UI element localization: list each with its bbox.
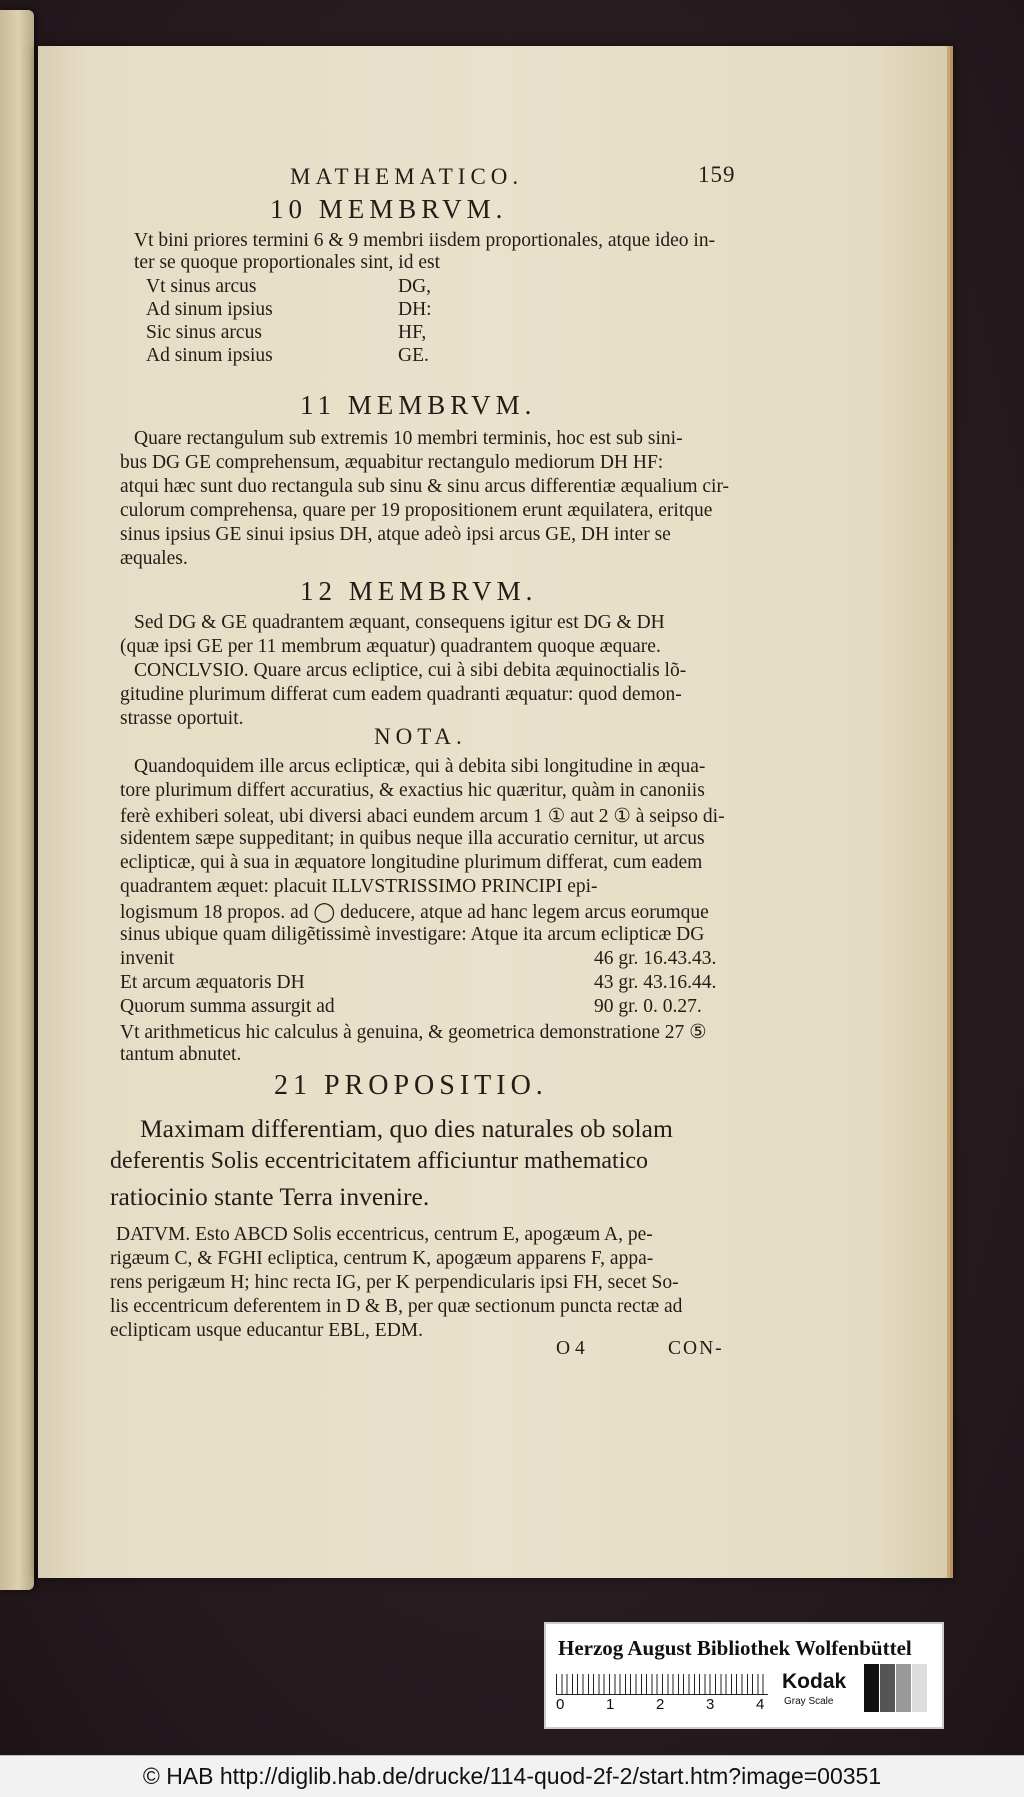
- section-12-heading: 12 MEMBRVM.: [300, 576, 538, 606]
- gray-scale-label: Gray Scale: [784, 1696, 834, 1707]
- text-line: culorum comprehensa, quare per 19 propositionem erunt æquilatera, eritque: [120, 500, 713, 521]
- value-label: Et arcum æquatoris DH: [120, 972, 305, 993]
- text-line: (quæ ipsi GE per 11 membrum æquatur) quadrantem quoque æquare.: [120, 636, 661, 657]
- text-line: æquales.: [120, 548, 188, 569]
- proportion-label: Vt sinus arcus: [146, 276, 257, 297]
- kodak-logo: Kodak: [782, 1670, 847, 1693]
- signature-mark: O 4: [556, 1338, 585, 1359]
- value-figure: 46 gr. 16.43.43.: [594, 948, 717, 969]
- text-line: Quare rectangulum sub extremis 10 membri terminis, hoc est sub sini-: [134, 428, 683, 449]
- ruler-number: 1: [606, 1696, 615, 1713]
- proportion-label: Ad sinum ipsius: [146, 299, 273, 320]
- library-scale-card: [544, 1622, 944, 1729]
- text-line: CONCLVSIO. Quare arcus ecliptice, cui à sibi debita æquinoctialis lõ-: [134, 660, 687, 681]
- text-line: bus DG GE comprehensum, æquabitur rectangulo mediorum DH HF:: [120, 452, 664, 473]
- folio-number: 159: [698, 162, 736, 187]
- proportion-label: Sic sinus arcus: [146, 322, 262, 343]
- source-footer: © HAB http://diglib.hab.de/drucke/114-quod-2f-2/start.htm?image=00351: [0, 1755, 1024, 1797]
- text-line: DATVM. Esto ABCD Solis eccentricus, centrum E, apogæum A, pe-: [116, 1224, 653, 1245]
- library-name: Herzog August Bibliothek Wolfenbüttel: [558, 1636, 912, 1660]
- proportion-value: DH:: [398, 299, 432, 320]
- proposition-statement: Maximam differentiam, quo dies naturales ob solam: [140, 1114, 673, 1143]
- value-figure: 43 gr. 43.16.44.: [594, 972, 717, 993]
- ruler-number: 3: [706, 1696, 715, 1713]
- gray-swatch: [896, 1664, 911, 1712]
- text-line: Vt arithmeticus hic calculus à genuina, & geometrica demonstratione 27 ⑤: [120, 1022, 707, 1043]
- text-line: sidentem sæpe suppeditant; in quibus neque illa accuratio cernitur, ut arcus: [120, 828, 705, 849]
- text-line: sinus ipsius GE sinui ipsius DH, atque adeò ipsi arcus GE, DH inter se: [120, 524, 671, 545]
- value-figure: 90 gr. 0. 0.27.: [594, 996, 702, 1017]
- catchword: CON-: [668, 1338, 724, 1359]
- value-label: Quorum summa assurgit ad: [120, 996, 335, 1017]
- running-head: MATHEMATICO.: [290, 164, 524, 189]
- gray-swatch: [864, 1664, 879, 1712]
- text-line: tantum abnutet.: [120, 1044, 242, 1065]
- proportion-value: HF,: [398, 322, 427, 343]
- facing-page-edge: [0, 10, 34, 1590]
- proposition-statement: ratiocinio stante Terra invenire.: [110, 1182, 430, 1211]
- text-line: rigæum C, & FGHI ecliptica, centrum K, apogæum apparens F, appa-: [110, 1248, 654, 1269]
- text-line: Quandoquidem ille arcus eclipticæ, qui à debita sibi longitudine in æqua-: [134, 756, 706, 777]
- text-line: ferè exhiberi soleat, ubi diversi abaci eundem arcum 1 ① aut 2 ① à seipso di-: [120, 806, 725, 827]
- text-line: rens perigæum H; hinc recta IG, per K perpendicularis ipsi FH, secet So-: [110, 1272, 679, 1293]
- ruler-number: 4: [756, 1696, 765, 1713]
- text-line: lis eccentricum deferentem in D & B, per quæ sectionum puncta rectæ ad: [110, 1296, 683, 1317]
- book-page: [38, 46, 953, 1578]
- text-line: ter se quoque proportionales sint, id est: [134, 252, 440, 273]
- text-line: atqui hæc sunt duo rectangula sub sinu & sinu arcus differentiæ æqualium cir-: [120, 476, 730, 497]
- gray-swatch: [912, 1664, 927, 1712]
- text-line: Sed DG & GE quadrantem æquant, consequens igitur est DG & DH: [134, 612, 665, 633]
- text-line: gitudine plurimum differat cum eadem quadranti æquatur: quod demon-: [120, 684, 682, 705]
- ruler-scale: [556, 1674, 768, 1695]
- proposition-heading: 21 PROPOSITIO.: [274, 1070, 548, 1101]
- text-line: tore plurimum differt accuratius, & exactius hic quæritur, quàm in canoniis: [120, 780, 705, 801]
- gray-swatch: [880, 1664, 895, 1712]
- proportion-value: GE.: [398, 345, 429, 366]
- text-line: Vt bini priores termini 6 & 9 membri iisdem proportionales, atque ideo in-: [134, 230, 716, 251]
- text-line: quadrantem æquet: placuit ILLVSTRISSIMO PRINCIPI epi-: [120, 876, 598, 897]
- text-line: sinus ubique quam diligẽtissimè investigare: Atque ita arcum eclipticæ DG: [120, 924, 705, 945]
- section-10-heading: 10 MEMBRVM.: [270, 194, 508, 224]
- ruler-number: 2: [656, 1696, 665, 1713]
- value-label: invenit: [120, 948, 175, 969]
- text-line: eclipticam usque educantur EBL, EDM.: [110, 1320, 423, 1341]
- text-line: eclipticæ, qui à sua in æquatore longitudine plurimum differat, cum eadem: [120, 852, 703, 873]
- proportion-value: DG,: [398, 276, 432, 297]
- text-line: logismum 18 propos. ad ◯ deducere, atque ad hanc legem arcus eorumque: [120, 902, 709, 923]
- nota-heading: NOTA.: [374, 724, 467, 749]
- proportion-label: Ad sinum ipsius: [146, 345, 273, 366]
- ruler-number: 0: [556, 1696, 565, 1713]
- proposition-statement: deferentis Solis eccentricitatem afficiuntur mathematico: [110, 1148, 649, 1174]
- section-11-heading: 11 MEMBRVM.: [300, 390, 537, 420]
- text-line: strasse oportuit.: [120, 708, 244, 729]
